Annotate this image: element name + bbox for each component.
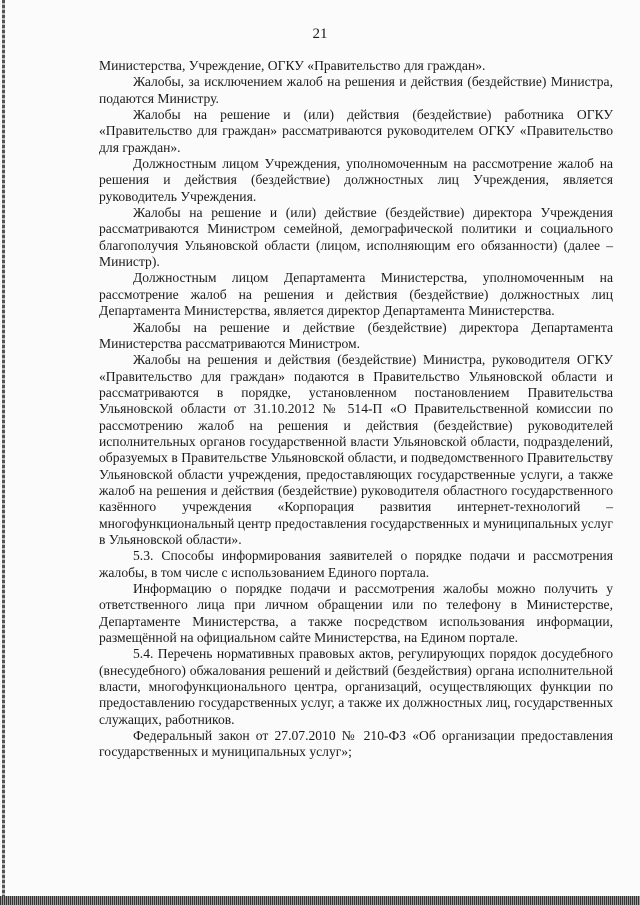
paragraph: Жалобы на решение и (или) действие (бездействие) директора Учреждения рассматриваются Министром семейной, демографической политики и социального благополучия Ульяновской области (лицом, исполняющим его обязанности) (далее – Министр).	[99, 205, 613, 270]
section-heading-5-4: 5.4. Перечень нормативных правовых актов, регулирующих порядок досудебного (внесудебного) обжалования решений и действий (бездействия) органа исполнительной власти, многофункционального центра, организаций, осуществляющих функции по предоставлению государственных услуг, а также их должностных лиц, государственных служащих, работников.	[99, 646, 613, 727]
paragraph: Должностным лицом Учреждения, уполномоченным на рассмотрение жалоб на решения и действия (бездействие) должностных лиц Учреждения, является руководитель Учреждения.	[99, 156, 613, 204]
page-number: 21	[312, 26, 328, 42]
document-body	[99, 58, 613, 761]
paragraph: Жалобы на решение и (или) действия (бездействие) работника ОГКУ «Правительство для граждан» рассматриваются руководителем ОГКУ «Правительство для граждан».	[99, 107, 613, 155]
scan-left-edge	[2, 0, 5, 905]
paragraph: Должностным лицом Департамента Министерства, уполномоченным на рассмотрение жалоб на решения и действия (бездействие) должностных лиц Департамента Министерства, является директор Департамента Министерства.	[99, 270, 613, 319]
paragraph: Информацию о порядке подачи и рассмотрения жалобы можно получить у ответственного лица при личном обращении или по телефону в Министерстве, Департаменте Министерства, а также посредством использования информации, размещённой на официальном сайте Министерства, на Едином портале.	[99, 581, 613, 646]
section-heading-5-3: 5.3. Способы информирования заявителей о порядке подачи и рассмотрения жалобы, в том числе с использованием Единого портала.	[99, 548, 613, 580]
paragraph: Федеральный закон от 27.07.2010 № 210-ФЗ «Об организации предоставления государственных и муниципальных услуг»;	[99, 728, 613, 760]
paragraph: Жалобы на решение и действие (бездействие) директора Департамента Министерства рассматриваются Министром.	[99, 319, 613, 351]
paragraph: Жалобы, за исключением жалоб на решения и действия (бездействие) Министра, подаются Министру.	[99, 74, 613, 106]
paragraph: Министерства, Учреждение, ОГКУ «Правительство для граждан».	[99, 58, 486, 73]
scan-bottom-edge	[0, 896, 640, 905]
paragraph: Жалобы на решения и действия (бездействие) Министра, руководителя ОГКУ «Правительство для граждан» подаются в Правительство Ульяновской области и рассматриваются в порядке, установленном постановлением Правительства Ульяновской области от 31.10.2012 № 514-П «О Правительственной комиссии по рассмотрению жалоб на решения и действия (бездействие) руководителей исполнительных органов государственной власти Ульяновской области, подразделений, образуемых в Правительстве Ульяновской области, и подведомственного Правительству Ульяновской области учреждения, предоставляющих государственные услуги, а также жалоб на решения и действия (бездействие) руководителя областного государственного казённого учреждения «Корпорация развития интернет-технологий – многофункциональный центр предоставления государственных и муниципальных услуг в Ульяновской области».	[99, 352, 613, 547]
